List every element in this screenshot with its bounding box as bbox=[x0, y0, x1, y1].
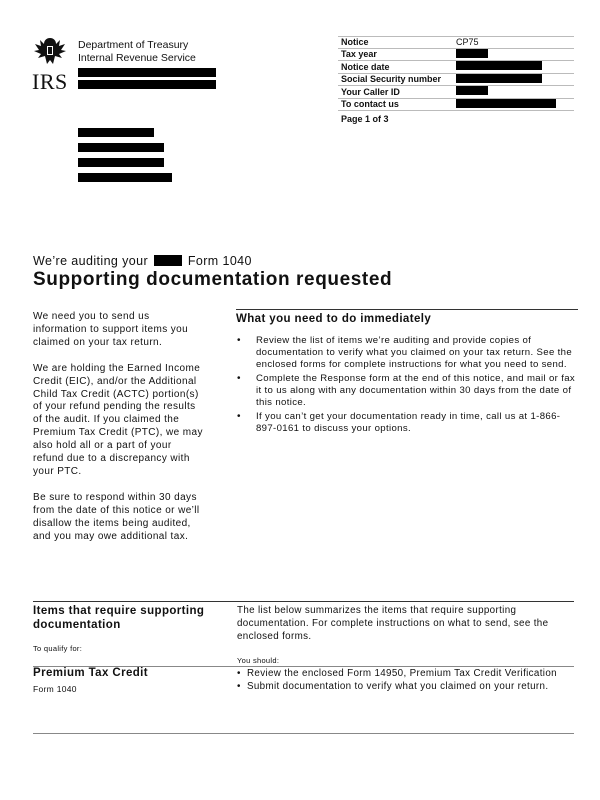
agency-block bbox=[78, 39, 216, 89]
bullet-icon: • bbox=[237, 373, 241, 384]
hold-paragraph: We are holding the Earned Income Credit (EIC), and/or the Additional Child Tax Credit (ACTC) portion(s) of your refund pending the results of the audit. If you claimed the Premium Tax Credit (PTC), we may also hold all or a part of your refund due to a discrepancy with your PTC. bbox=[33, 362, 203, 477]
eagle-emblem-icon bbox=[32, 36, 68, 66]
irs-logo bbox=[32, 36, 74, 92]
redacted-value bbox=[456, 99, 556, 108]
bullet-icon: • bbox=[237, 335, 241, 346]
contact-label: To contact us bbox=[341, 99, 399, 110]
section-divider bbox=[33, 601, 574, 602]
notice-info-table bbox=[338, 36, 574, 124]
irs-logo-text: IRS bbox=[32, 69, 68, 94]
tax-year-row bbox=[338, 49, 574, 62]
bullet-icon: • bbox=[237, 668, 241, 679]
list-item bbox=[236, 373, 578, 409]
redacted-line bbox=[78, 128, 154, 137]
page-title: Supporting documentation requested bbox=[33, 269, 393, 290]
list-item bbox=[237, 681, 557, 694]
notice-date-row bbox=[338, 61, 574, 74]
redacted-value bbox=[456, 49, 488, 58]
redacted-value bbox=[456, 86, 488, 95]
notice-row bbox=[338, 36, 574, 49]
recipient-address bbox=[78, 128, 172, 188]
caller-id-row bbox=[338, 86, 574, 99]
deadline-paragraph: Be sure to respond within 30 days from the date of this notice or we’ll disallow the items being audited, and you may owe additional tax. bbox=[33, 491, 200, 542]
tax-year-label: Tax year bbox=[341, 49, 377, 60]
list-item-text: Complete the Response form at the end of this notice, and mail or fax it to us along with any documentation within 30 days from the date of this notice. bbox=[256, 373, 576, 408]
agency-subname: Internal Revenue Service bbox=[78, 52, 196, 64]
page-number: Page 1 of 3 bbox=[341, 114, 389, 124]
audit-subtitle bbox=[33, 254, 252, 268]
redacted-value bbox=[456, 74, 542, 83]
item-form: Form 1040 bbox=[33, 684, 77, 694]
list-item bbox=[236, 335, 578, 371]
list-item-text: Review the enclosed Form 14950, Premium Tax Credit Verification bbox=[247, 668, 557, 679]
ssn-label: Social Security number bbox=[341, 74, 442, 85]
table-divider bbox=[33, 733, 574, 734]
redacted-line bbox=[78, 68, 216, 77]
actions-column bbox=[236, 309, 578, 437]
item-title: Premium Tax Credit bbox=[33, 667, 148, 679]
agency-name: Department of Treasury bbox=[78, 39, 189, 51]
intro-paragraph: We need you to send us information to support items you claimed on your tax return. bbox=[33, 311, 189, 348]
redacted-value bbox=[456, 61, 542, 70]
caller-id-label: Your Caller ID bbox=[341, 86, 400, 97]
list-item bbox=[236, 411, 578, 435]
redacted-line bbox=[78, 158, 164, 167]
actions-heading: What you need to do immediately bbox=[236, 313, 432, 325]
redacted-line bbox=[78, 143, 164, 152]
item-actions-list bbox=[237, 668, 557, 693]
list-item-text: If you can’t get your documentation ready in time, call us at 1-866-897-0161 to discuss your options. bbox=[256, 411, 561, 434]
list-item bbox=[237, 668, 557, 681]
redacted-year bbox=[154, 255, 182, 266]
redacted-line bbox=[78, 173, 172, 182]
you-should-label: You should: bbox=[237, 656, 280, 665]
actions-list bbox=[236, 335, 578, 435]
notice-date-label: Notice date bbox=[341, 61, 390, 72]
list-item-text: Review the list of items we’re auditing and provide copies of documentation to verify what you claimed on your tax return. See the enclosed forms for complete instructions for what you need to send. bbox=[256, 335, 573, 370]
ssn-row bbox=[338, 74, 574, 87]
contact-row bbox=[338, 99, 574, 112]
intro-column bbox=[33, 311, 203, 557]
audit-suffix: Form 1040 bbox=[187, 254, 252, 268]
notice-label: Notice bbox=[341, 37, 369, 48]
bullet-icon: • bbox=[237, 680, 241, 692]
list-item-text: Submit documentation to verify what you claimed on your return. bbox=[247, 680, 549, 692]
redacted-line bbox=[78, 80, 216, 89]
notice-value: CP75 bbox=[456, 37, 479, 48]
audit-prefix: We’re auditing your bbox=[33, 254, 149, 268]
items-heading: Items that require supporting documentation bbox=[33, 605, 205, 631]
to-qualify-label: To qualify for: bbox=[33, 644, 83, 653]
bullet-icon: • bbox=[237, 411, 241, 422]
items-description: The list below summarizes the items that require supporting documentation. For complete instructions on what to send, see the enclosed forms. bbox=[237, 605, 549, 642]
